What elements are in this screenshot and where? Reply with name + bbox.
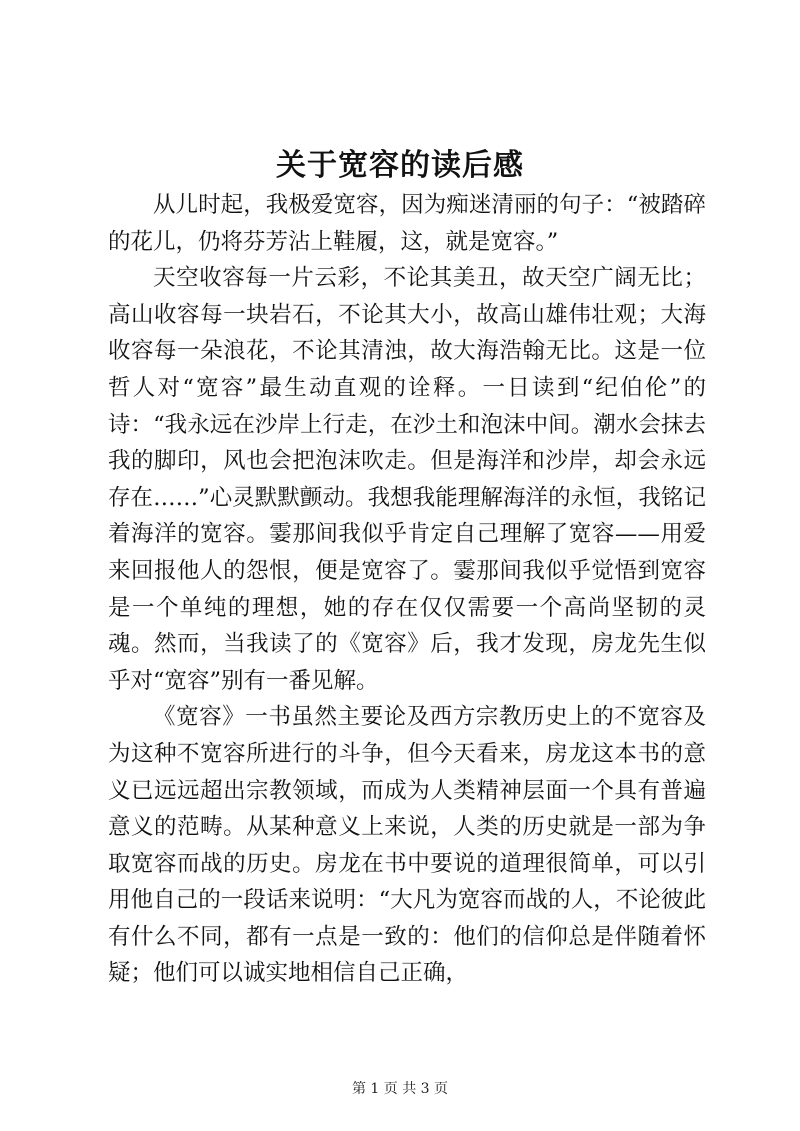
paragraph: 《宽容》一书虽然主要论及西方宗教历史上的不宽容及为这种不宽容所进行的斗争，但今天看来，房龙这本书的意义已远远超出宗教领域，而成为人类精神层面一个具有普遍意义的范畴。从某种意义上来说，人类的历史就是一部为争取宽容而战的历史。房龙在书中要说的道理很简单，可以引用他自己的一段话来说明：“大凡为宽容而战的人，不论彼此有什么不同，都有一点是一致的：他们的信仰总是伴随着怀疑；他们可以诚实地相信自己正确， xyxy=(108,704,706,987)
paragraph: 天空收容每一片云彩，不论其美丑，故天空广阔无比；高山收容每一块岩石，不论其大小，故高山雄伟壮观；大海收容每一朵浪花，不论其清浊，故大海浩翰无比。这是一位哲人对“宽容”最生动直观的诠释。一日读到“纪伯伦”的诗：“我永远在沙岸上行走，在沙土和泡沫中间。潮水会抹去我的脚印，风也会把泡沫吹走。但是海洋和沙岸，却会永远存在……”心灵默默颤动。我想我能理解海洋的永恒，我铭记着海洋的宽容。霎那间我似乎肯定自己理解了宽容——用爱来回报他人的怨恨，便是宽容了。霎那间我似乎觉悟到宽容是一个单纯的理想，她的存在仅仅需要一个高尚坚韧的灵魂。然而，当我读了的《宽容》后，我才发现，房龙先生似乎对“宽容”别有一番见解。 xyxy=(108,265,706,694)
paragraph: 从儿时起，我极爱宽容，因为痴迷清丽的句子：“被踏碎的花儿，仍将芬芳沾上鞋履，这，就是宽容。” xyxy=(108,192,706,255)
page-number-footer: 第 1 页 共 3 页 xyxy=(351,1081,449,1097)
document-title: 关于宽容的读后感 xyxy=(276,148,524,183)
document-body xyxy=(108,187,706,992)
